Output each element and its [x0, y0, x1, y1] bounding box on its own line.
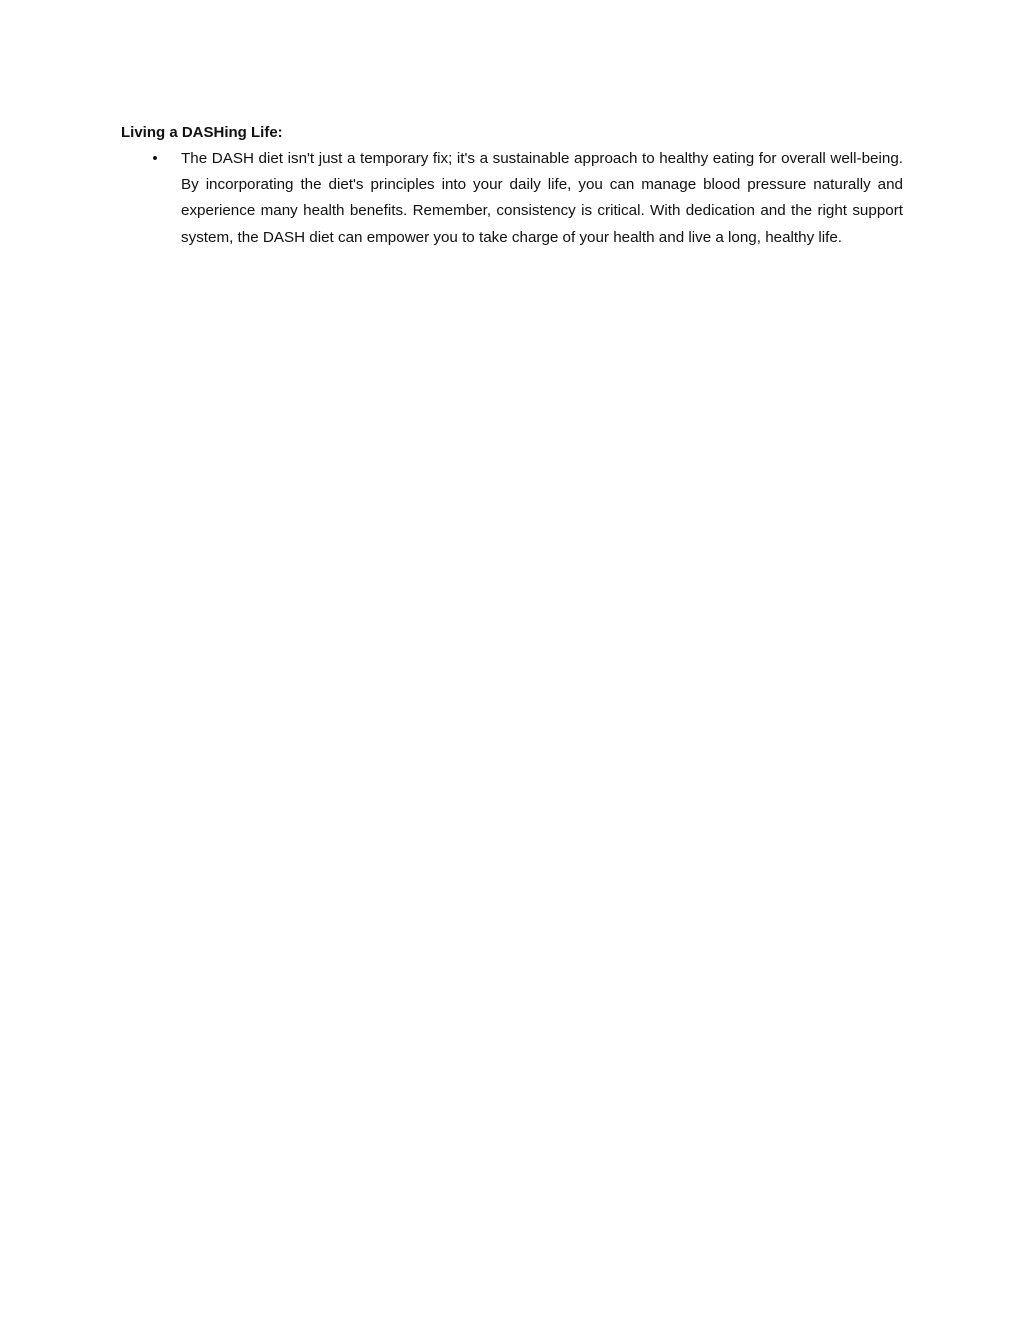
- list-item: [121, 146, 903, 251]
- bullet-list: [121, 146, 903, 251]
- bullet-text: The DASH diet isn't just a temporary fix; it's a sustainable approach to healthy eating for overall well-being. By incorporating the diet's principles into your daily life, you can manage blood pressure naturally and experience many health benefits. Remember, consistency is critical. With dedication and the right support system, the DASH diet can empower you to take charge of your health and live a long, healthy life.: [181, 150, 903, 246]
- bullet-icon: •: [152, 150, 158, 167]
- section-heading: Living a DASHing Life:: [121, 124, 283, 141]
- document-content: [121, 120, 903, 251]
